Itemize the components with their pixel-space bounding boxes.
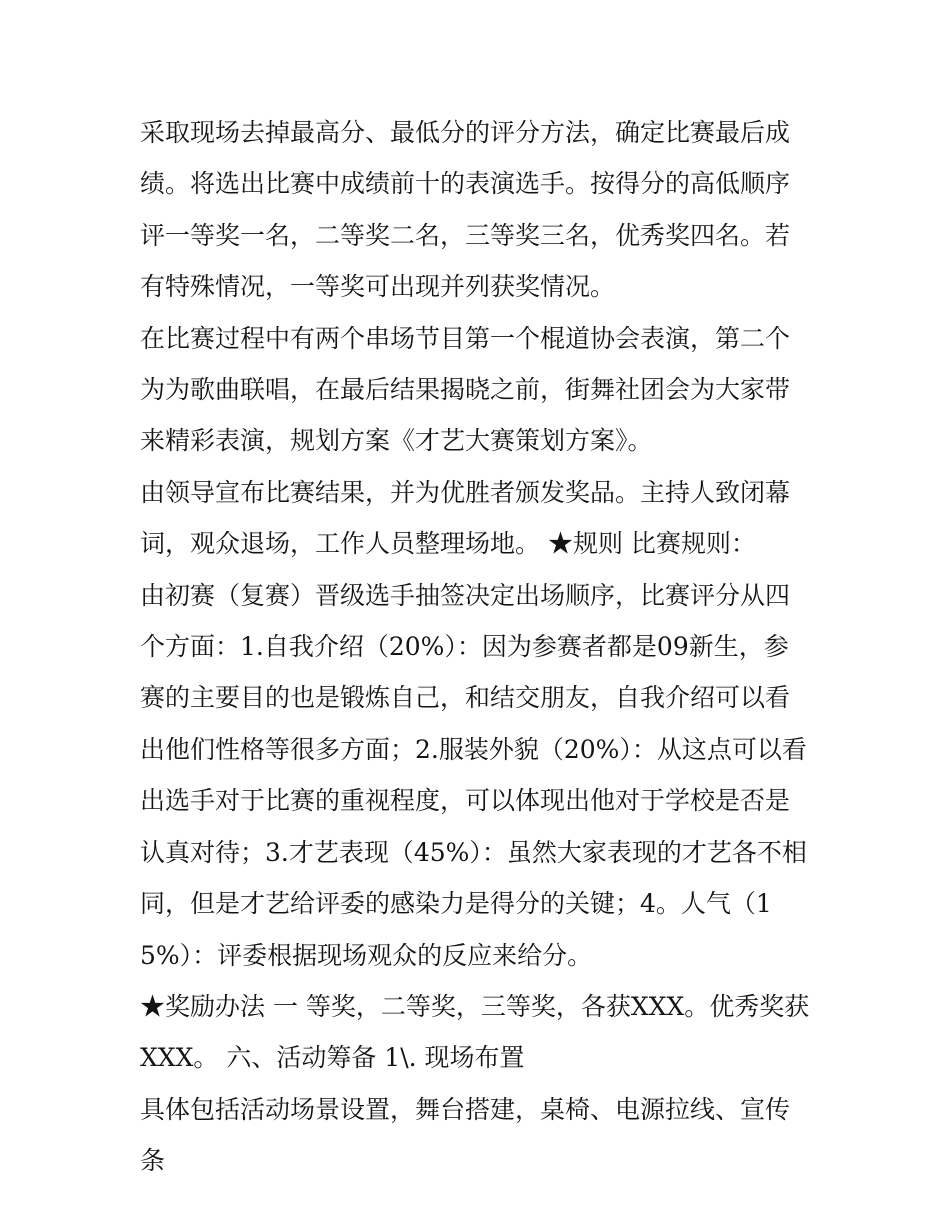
paragraph-scoring-method: 采取现场去掉最高分、最低分的评分方法，确定比赛最后成绩。将选出比赛中成绩前十的表演选手。按得分的高低顺序评一等奖一名，二等奖二名，三等奖三名，优秀奖四名。若有特殊情况，一等奖可出现并列获奖情况。	[140, 118, 791, 302]
paragraph-interlude-programs: 在比赛过程中有两个串场节目第一个棍道协会表演，第二个为为歌曲联唱，在最后结果揭晓之前，街舞社团会为大家带来精彩表演，规划方案《才艺大赛策划方案》。	[140, 323, 791, 456]
paragraph-rewards-preparation: ★奖励办法 一 等奖，二等奖，三等奖，各获XXX。优秀奖获XXX。 六、活动筹备 1\. 现场布置	[140, 991, 810, 1073]
paragraph-venue-setup: 具体包括活动场景设置，舞台搭建，桌椅、电源拉线、宣传条	[140, 1094, 791, 1176]
document-body	[140, 107, 812, 1187]
paragraph-awards-ceremony: 由领导宣布比赛结果，并为优胜者颁发奖品。主持人致闭幕词，观众退场，工作人员整理场地。 ★规则 比赛规则：	[140, 477, 791, 559]
paragraph-competition-rules: 由初赛（复赛）晋级选手抽签决定出场顺序，比赛评分从四个方面：1.自我介绍（20%）：因为参赛者都是09新生，参赛的主要目的也是锻炼自己，和结交朋友，自我介绍可以看出他们性格等很多方面；2.服装外貌（20%）：从这点可以看出选手对于比赛的重视程度，可以体现出他对于学校是否是认真对待；3.才艺表现（45%）：虽然大家表现的才艺各不相同，但是才艺给评委的感染力是得分的关键；4。人气（15%）：评委根据现场观众的反应来给分。	[140, 580, 807, 970]
